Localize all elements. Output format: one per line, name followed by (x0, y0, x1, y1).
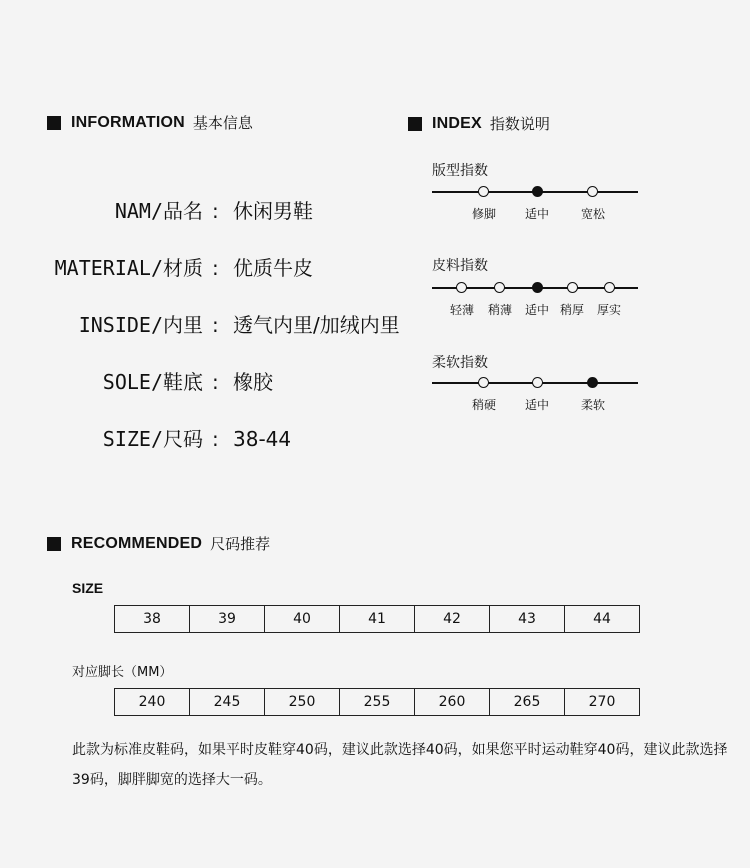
information-heading (47, 112, 253, 133)
info-value: 橡胶 (233, 370, 273, 394)
foot-length-label: 对应脚长（MM） (72, 665, 173, 680)
info-value: 优质牛皮 (233, 256, 313, 280)
scale-title-leather: 皮料指数 (432, 258, 488, 274)
recommended-heading (47, 533, 270, 554)
scale-dot-selected (587, 377, 598, 388)
info-colon: : (212, 199, 219, 223)
scale-title-softness: 柔软指数 (432, 355, 488, 371)
recommended-heading-en: RECOMMENDED (71, 534, 203, 552)
info-label: SOLE/鞋底 (102, 370, 203, 394)
size-cell: 39 (190, 606, 265, 632)
scale-dot (478, 377, 489, 388)
index-heading-en: INDEX (432, 114, 482, 132)
size-advice-note: 此款为标准皮鞋码，如果平时皮鞋穿40码，建议此款选择40码，如果您平时运动鞋穿40码，建议此款选择39码，脚胖脚宽的选择大一码。 (72, 742, 728, 788)
length-cell: 260 (415, 689, 490, 715)
info-label: MATERIAL/材质 (54, 256, 203, 280)
index-heading (408, 113, 550, 134)
info-label: SIZE/尺码 (102, 427, 203, 451)
scale-option-label: 厚实 (596, 303, 622, 317)
length-cell: 245 (190, 689, 265, 715)
scale-dot-selected (532, 186, 543, 197)
info-label: NAM/品名 (114, 199, 203, 223)
info-colon: : (212, 370, 219, 394)
info-colon: : (212, 313, 219, 337)
scale-title-fit: 版型指数 (432, 163, 488, 179)
size-cell: 42 (415, 606, 490, 632)
size-label: SIZE (72, 580, 104, 596)
length-table-row (114, 688, 640, 716)
info-colon: : (212, 427, 219, 451)
info-colon: : (212, 256, 219, 280)
scale-option-label: 稍薄 (487, 303, 513, 317)
scale-dot-selected (532, 282, 543, 293)
info-value: 休闲男鞋 (233, 199, 313, 223)
scale-option-label: 修脚 (471, 207, 497, 221)
heading-square-icon (47, 116, 61, 130)
size-cell: 43 (490, 606, 565, 632)
length-cell: 255 (340, 689, 415, 715)
recommended-heading-cn: 尺码推荐 (210, 535, 271, 553)
scale-option-label: 稍硬 (471, 398, 497, 412)
scale-option-label: 宽松 (580, 207, 606, 221)
scale-dot (587, 186, 598, 197)
size-cell: 41 (340, 606, 415, 632)
scale-option-label: 适中 (524, 207, 550, 221)
size-cell: 44 (593, 611, 611, 627)
length-cell: 240 (115, 689, 190, 715)
heading-square-icon (408, 117, 422, 131)
heading-square-icon (47, 537, 61, 551)
size-cell: 38 (115, 606, 190, 632)
scale-dot (456, 282, 467, 293)
scale-dot (494, 282, 505, 293)
scale-dot (567, 282, 578, 293)
scale-dot (478, 186, 489, 197)
index-heading-cn: 指数说明 (489, 115, 550, 133)
size-cell: 40 (265, 606, 340, 632)
scale-option-label: 适中 (524, 303, 550, 317)
scale-option-label: 轻薄 (449, 303, 475, 317)
information-heading-en: INFORMATION (71, 113, 185, 131)
length-cell: 250 (265, 689, 340, 715)
info-value: 透气内里/加绒内里 (233, 313, 400, 337)
info-value: 38-44 (233, 427, 292, 451)
size-table-row (114, 605, 640, 633)
scale-dot (532, 377, 543, 388)
scale-dot (604, 282, 615, 293)
information-heading-cn: 基本信息 (192, 114, 253, 132)
scale-option-label: 适中 (524, 398, 550, 412)
scale-option-label: 稍厚 (559, 303, 585, 317)
length-cell: 270 (588, 694, 616, 710)
length-cell: 265 (490, 689, 565, 715)
info-label: INSIDE/内里 (78, 313, 203, 337)
scale-option-label: 柔软 (580, 398, 606, 412)
